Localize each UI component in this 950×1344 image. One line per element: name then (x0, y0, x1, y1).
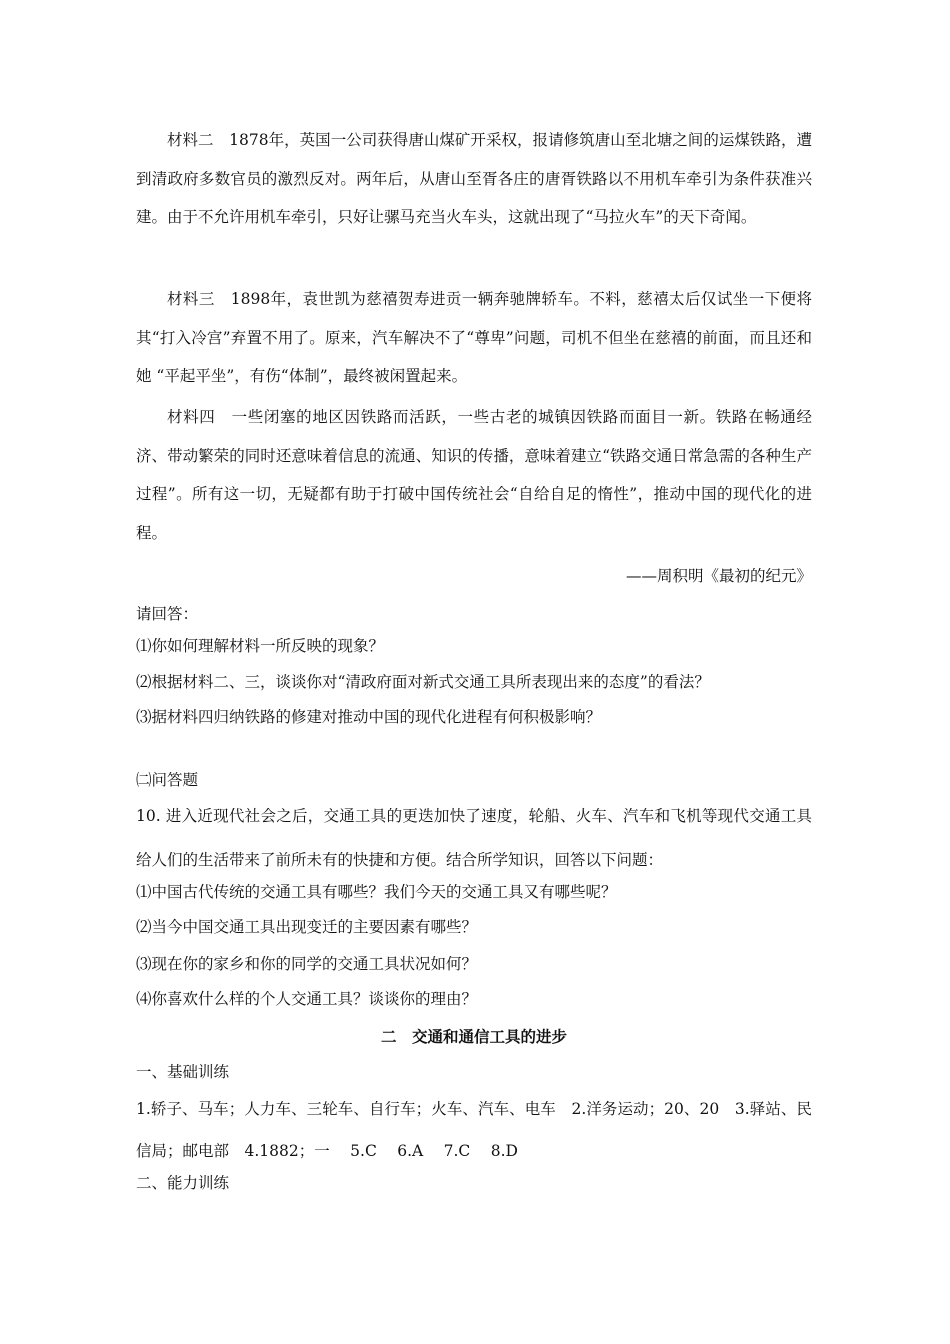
basic-training-answers: 1.轿子、马车；人力车、三轮车、自行车；火车、汽车、电车 2.洋务运动；20、20 3.驿站、民信局；邮电部 4.1882；一 5.C 6.A 7.C 8.D (136, 1100, 812, 1160)
question-10-2: ⑵当今中国交通工具出现变迁的主要因素有哪些？ (136, 918, 478, 936)
question-10-4: ⑷你喜欢什么样的个人交通工具？谈谈你的理由？ (136, 990, 478, 1008)
ability-training-heading: 二、能力训练 (136, 1174, 230, 1192)
question-2: ⑵根据材料二、三，谈谈你对“清政府面对新式交通工具所表现出来的态度”的看法？ (136, 673, 710, 691)
question-10: 10. 进入近现代社会之后，交通工具的更迭加快了速度，轮船、火车、汽车和飞机等现代交通工具给人们的生活带来了前所未有的快捷和方便。结合所学知识，回答以下问题： (136, 807, 812, 869)
question-10-1: ⑴中国古代传统的交通工具有哪些？我们今天的交通工具又有哪些呢？ (136, 883, 617, 901)
material-3-paragraph: 材料三 1898年，袁世凯为慈禧贺寿进贡一辆奔驰牌轿车。不料，慈禧太后仅试坐一下便将其“打入冷宫”弃置不用了。原来，汽车解决不了“尊卑”问题，司机不但坐在慈禧的前面，而且还和她 “平起平坐”，有伤“体制”，最终被闲置起来。 (136, 290, 812, 385)
question-3: ⑶据材料四归纳铁路的修建对推动中国的现代化进程有何积极影响？ (136, 708, 602, 726)
answer-prompt: 请回答： (136, 605, 199, 623)
question-10-3: ⑶现在你的家乡和你的同学的交通工具状况如何？ (136, 955, 478, 973)
answer-section-title: 二 交通和通信工具的进步 (380, 1027, 567, 1046)
question-1: ⑴你如何理解材料一所反映的现象？ (136, 637, 385, 655)
material-2-paragraph: 材料二 1878年，英国一公司获得唐山煤矿开采权，报请修筑唐山至北塘之间的运煤铁路，遭到清政府多数官员的激烈反对。两年后，从唐山至胥各庄的唐胥铁路以不用机车牵引为条件获准兴建。由于不允许用机车牵引，只好让骡马充当火车头，这就出现了“马拉火车”的天下奇闻。 (136, 131, 812, 226)
material-4-paragraph: 材料四 一些闭塞的地区因铁路而活跃，一些古老的城镇因铁路而面目一新。铁路在畅通经济、带动繁荣的同时还意味着信息的流通、知识的传播，意味着建立“铁路交通日常急需的各种生产过程”。所有这一切，无疑都有助于打破中国传统社会“自给自足的惰性”，推动中国的现代化的进程。 (136, 408, 812, 542)
basic-training-heading: 一、基础训练 (136, 1063, 230, 1081)
section-heading: ㈡问答题 (136, 771, 199, 789)
source-citation: ——周积明《最初的纪元》 (625, 567, 812, 585)
